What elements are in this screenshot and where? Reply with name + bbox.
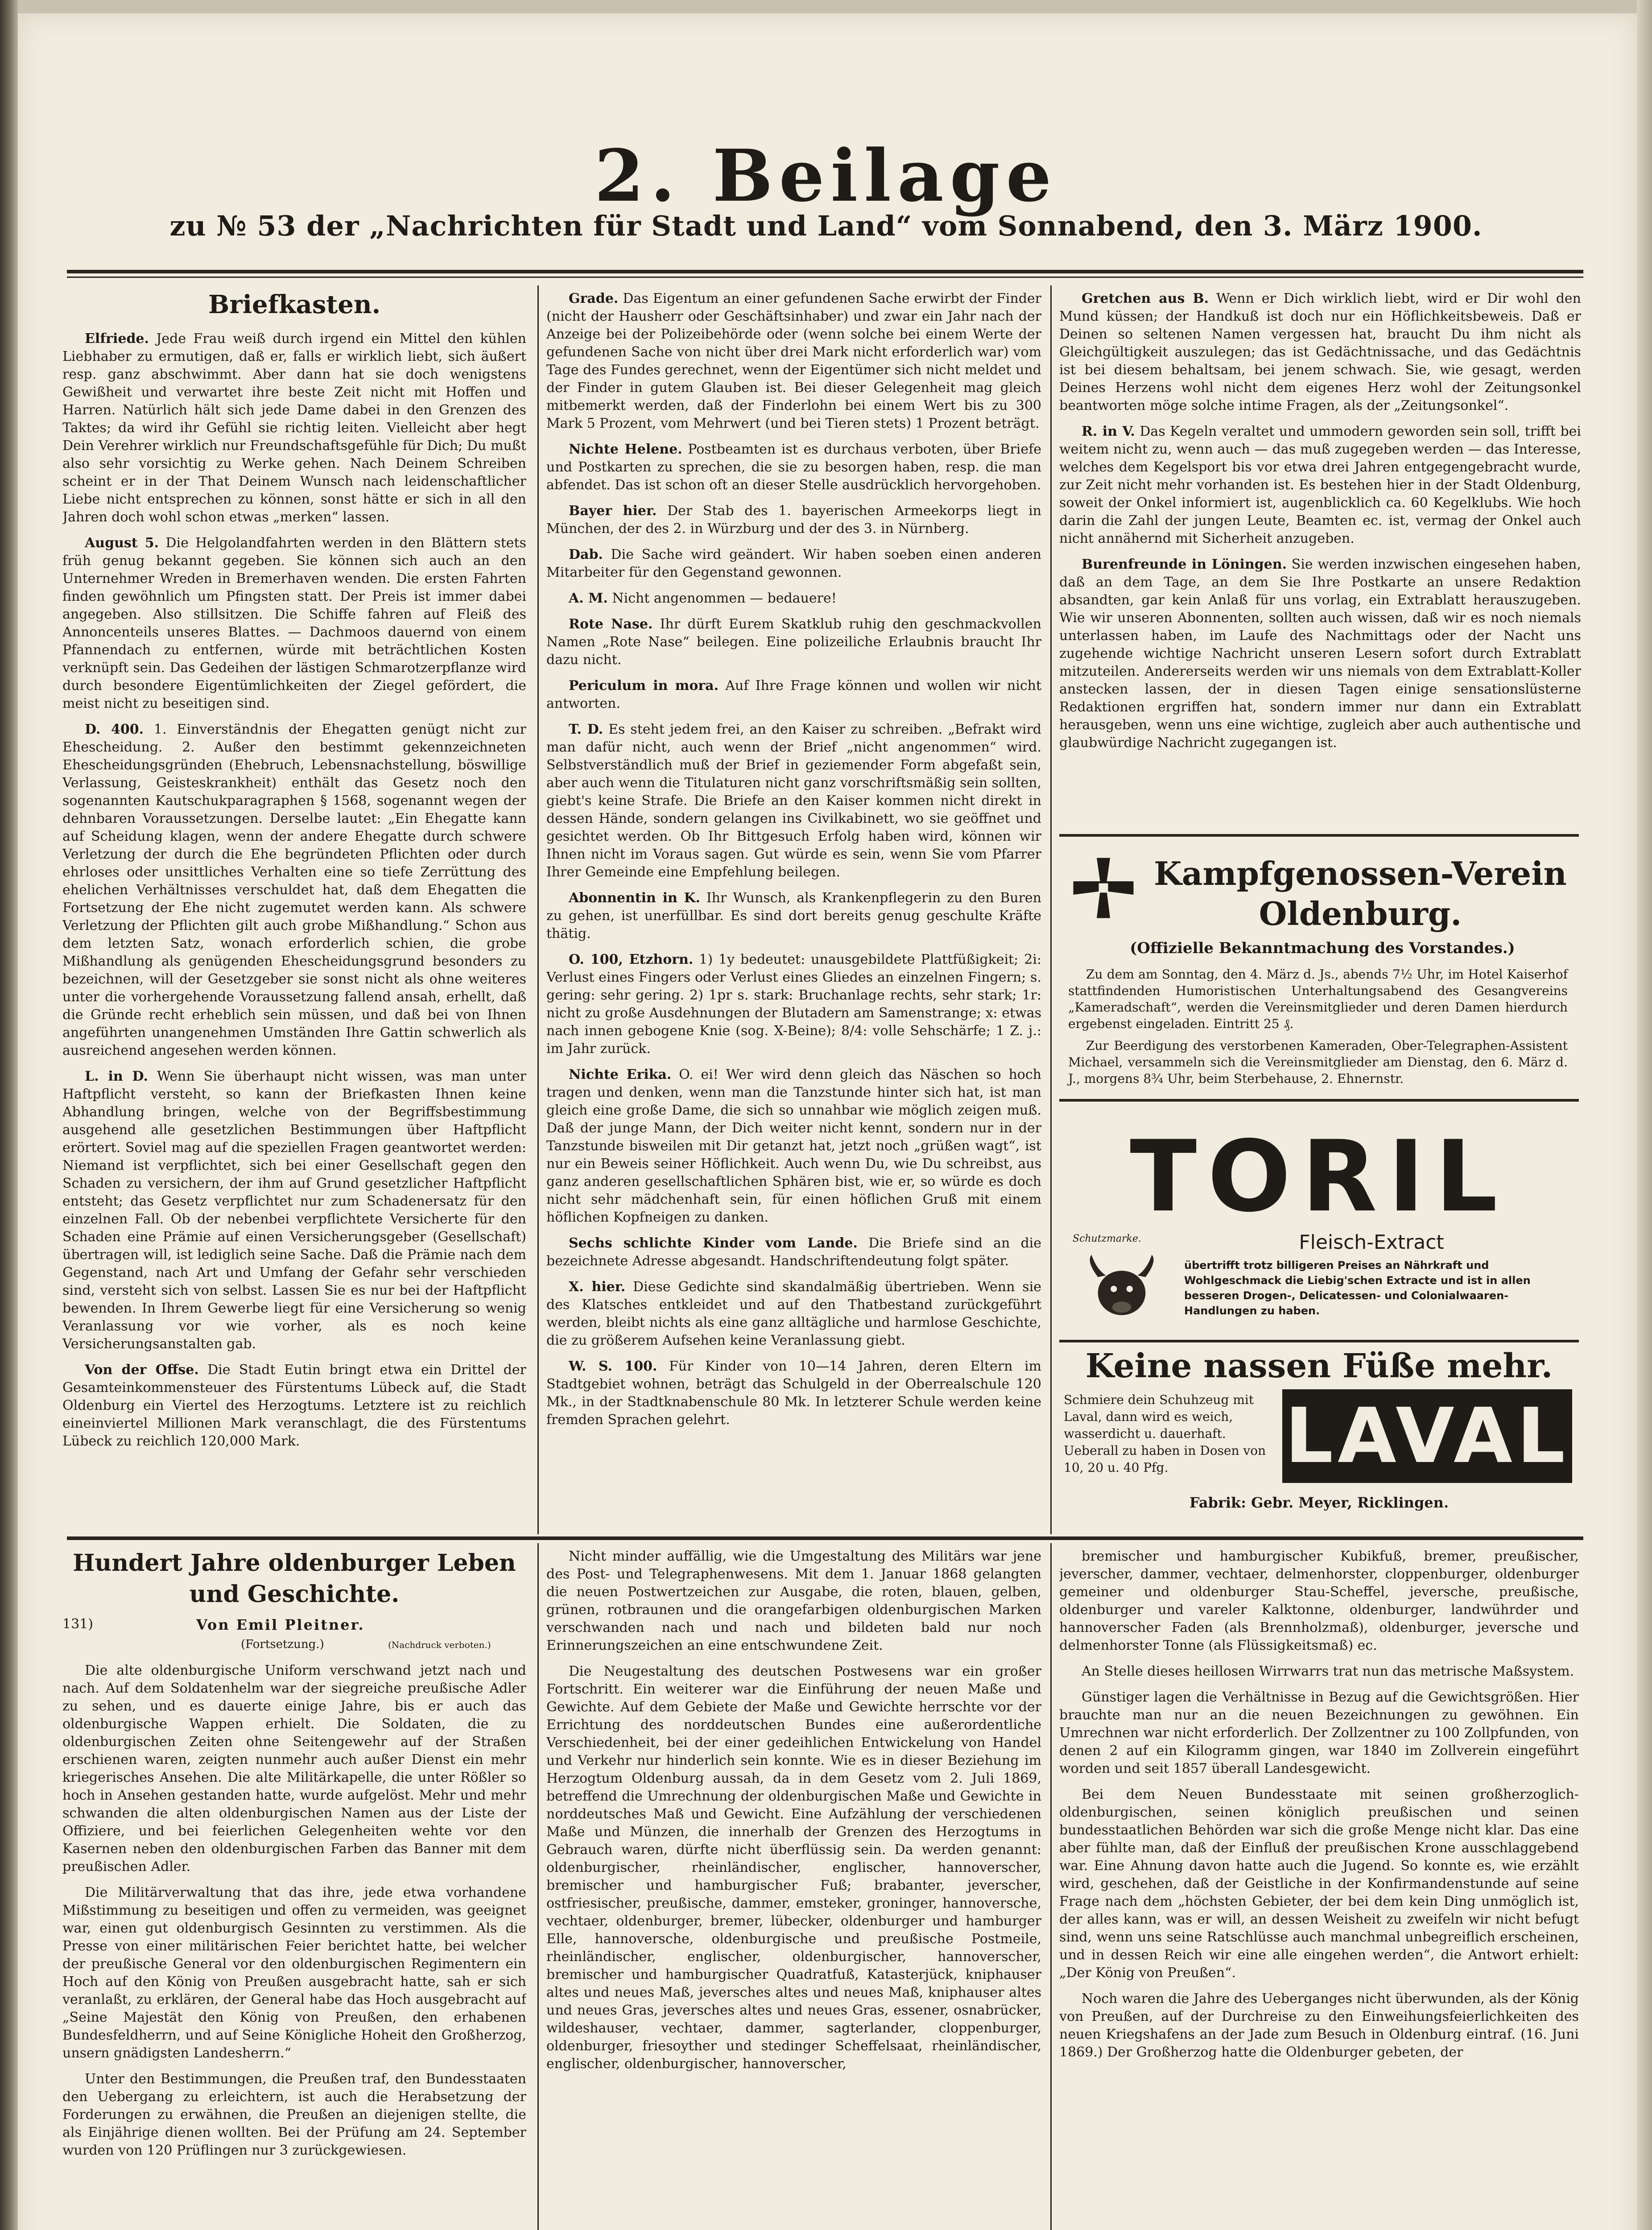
toril-text: übertrifft trotz billigeren Preises an Nährkraft und Wohlgeschmack die Liebig'schen Extracte und ist in allen besseren Drogen-, Delicatessen- und Colonialwaaren-Handlungen zu haben. (1184, 1259, 1531, 1317)
briefkasten-heading: Briefkasten. (208, 290, 381, 319)
briefkasten-entry (62, 330, 526, 526)
kampfgenossen-title-2: Oldenburg. (1259, 895, 1462, 933)
feature-paragraph: Noch waren die Jahre des Ueberganges nicht überwunden, als der König von Preußen, auf der Durchreise zu den Einweihungsfeierlichkeiten des neuen Kriegshafens an der Jade zum Besuch in Oldenburg eintraf. (16. Juni 1869.) Der Großherzog hatte die Oldenburger gebeten, der (1059, 1991, 1579, 2060)
toril-product: Fleisch-Extract (1299, 1231, 1444, 1254)
feature-paragraph: Die Neugestaltung des deutschen Postwesens war ein großer Fortschritt. Ein weiterer war die Einführung der neuen Maße und Gewichte. Auf dem Gebiete der Maße und Gewichte herrschte vor der Errichtung des norddeutschen Bundes eine außerordentliche Verschiedenheit, bei der einer gedeihlichen Entwickelung von Handel und Verkehr nur hinderlich sein konnte. Wie es in dieser Beziehung im Herzogtum Oldenburg aussah, da in dem Gesetz vom 2. Juli 1869, betreffend die Umrechnung der oldenburgischen Maße und Gewichte in norddeutsches Maß und Gewicht. Eine Aufzählung der verschiedenen Maße und Münzen, die innerhalb der Grenzen des Herzogtums in Gebrauch waren, dürfte nicht überflüssig sein. Da werden genannt: oldenburgischer, rheinländischer, englischer, hannoverscher, bremischer und hamburgischer Fuß; brabanter, jeverscher, ostfriesischer, preußische, dammer, emsteker, groninger, hannoversche, vechtaer, oldenburger, bremer, lübecker, oldenburger und hamburger Elle, hannoversche, oldenburgische und preußische Postmeile, rheinländischer, englischer, oldenburgischer, hannoverscher, bremischer und hamburgischer Quadratfuß, Katasterjück, kniphauser altes und neues Maß, jeversches altes und neues Maß, kniphauser altes und neues Gras, jeversches altes und neues Gras, essener, osnabrücker, wildeshauser, vechtaer, dammer, sagterlander, cloppenburger, oldenburger, friesoyther und stedinger Scheffelsaat, rheinländischer, englischer, oldenburgischer, hannoverscher, (546, 1664, 1041, 2072)
feature-column-1 (62, 1548, 526, 2230)
briefkasten-entry (1059, 556, 1581, 752)
briefkasten-reply: 1) 1y bedeutet: unausgebildete Plattfüßigkeit; 2i: Verlust eines Fingers oder Verlust eines Gliedes an einzelnen Fingern; s. gering: sehr gering. 2) 1pr s. stark: Bruchanlage rechts, sehr stark; 1r: nicht zu große Ausdehnungen der Blutadern am Samenstrange; x: etwas nach innen gebogene Knie (sog. X-Beine); 8/4: volle Sehschärfe; 1 Z. j.: im Jahr zurück. (546, 952, 1041, 1057)
briefkasten-entry (546, 290, 1041, 433)
kampfgenossen-subtitle: (Offizielle Bekanntmachung des Vorstandes.) (1130, 939, 1515, 957)
briefkasten-entry (546, 677, 1041, 713)
laval-ad (1059, 1347, 1579, 1530)
briefkasten-addressee: O. 100, Etzhorn. (569, 952, 694, 967)
kampfgenossen-title-1: Kampfgenossen-Verein (1154, 855, 1567, 892)
briefkasten-entry (546, 1235, 1041, 1270)
briefkasten-entry (546, 1066, 1041, 1226)
briefkasten-entry (62, 1068, 526, 1353)
feature-paragraph: Bei dem Neuen Bundesstaate mit seinen großherzoglich-oldenburgischen, seinen königlich preußischen und seinen bundesstaatlichen Behörden war sich die große Menge nicht klar. Das eine aber fühlte man, daß der Einfluß der preußischen Krone ausschlaggebend war. Eine Ahnung davon hatte auch die Jugend. So konnte es, wie erzählt wird, geschehen, daß der Geistliche in der Konfirmandenstunde auf seine Frage nach dem „höchsten Gebieter, der bei dem kein Ding unmöglich ist, der alles kann, was er will, an dessen Weisheit zu zweifeln wir nicht befugt sind, wenn uns seine Ratschlüsse auch manchmal unbegreiflich erscheinen, und in dessen Reich wir eine alle eingehen werden“, die Antwort erhielt: „Der König von Preußen“. (1059, 1787, 1579, 1981)
briefkasten-addressee: Dab. (569, 547, 603, 562)
briefkasten-addressee: A. M. (569, 591, 608, 606)
feature-reprint-notice: (Nachdruck verboten.) (388, 1639, 491, 1650)
masthead-rule-thin (67, 277, 1583, 278)
briefkasten-addressee: D. 400. (85, 722, 144, 737)
feature-paragraph: Nicht minder auffällig, wie die Umgestaltung des Militärs war jene des Post- und Telegraphenwesens. Mit dem 1. Januar 1868 gelangten die neuen Postwertzeichen zur Ausgabe, die roten, blauen, gelben, grünen, rotbraunen und die orangefarbigen oldenburgischen Marken verschwanden nach und nach und bildeten bald nur noch Erinnerungszeichen an eine entschwundene Zeit. (546, 1549, 1041, 1653)
briefkasten-addressee: Elfriede. (85, 331, 149, 347)
briefkasten-addressee: Von der Offse. (85, 1362, 199, 1378)
briefkasten-entry (62, 721, 526, 1060)
feature-column-2 (546, 1548, 1041, 2230)
briefkasten-addressee: Sechs schlichte Kinder vom Lande. (569, 1235, 858, 1251)
briefkasten-entry (546, 441, 1041, 494)
feature-paragraph: Die alte oldenburgische Uniform verschwand jetzt nach und nach. Auf dem Soldatenhelm war der siegreiche preußische Adler zu sehen, und es dauerte einige Jahre, bis er auch das oldenburgische Wappen erhielt. Die Soldaten, die zu oldenburgischen Zeiten ohne Seitengewehr auf der Straßen erschienen waren, zeigten nunmehr auch außer Dienst ein mehr kriegerisches Ansehen. Die alte Militärkapelle, die unter Rößler so hoch in Ansehen gestanden hatte, wurde aufgelöst. Mehr und mehr schwanden die alten oldenburgischen Namen aus der Liste der Offiziere, und bei feierlichen Gelegenheiten wehte vor den Kasernen neben den oldenburgischen Farben das Banner mit dem preußischen Adler. (62, 1663, 526, 1875)
section-rule (67, 1536, 1583, 1540)
feature-paragraph: bremischer und hamburgischer Kubikfuß, bremer, preußischer, jeverscher, dammer, vechtaer, delmenhorster, cloppenburger, oldenburger gemeiner und oldenburger Stau-Scheffel, jeversche, preußische, oldenburger und vareler Kalktonne, oldenburger, landwührder und hannoverscher Faden (als Brennholzmaß), oldenburger, jeversche und delmenhorster Tonne (als Flüssigkeitsmaß) ec. (1059, 1549, 1579, 1653)
briefkasten-reply: Diese Gedichte sind skandalmäßig übertrieben. Wenn sie des Klatsches entkleidet und auf den Thatbestand zurückgeführt werden, bleibt nichts als eine ganz alltägliche und harmlose Geschichte, die zu größerem Aufsehen keine Veranlassung giebt. (546, 1279, 1041, 1348)
briefkasten-addressee: X. hier. (569, 1279, 626, 1295)
briefkasten-reply: Ihr dürft Eurem Skatklub ruhig den geschmackvollen Namen „Rote Nase“ beilegen. Eine polizeiliche Erlaubnis braucht Ihr dazu nicht. (546, 616, 1041, 668)
feature-column-3 (1059, 1548, 1579, 2230)
column-rule (1050, 1543, 1052, 2230)
column-rule (537, 1543, 539, 2230)
toril-ad (1059, 1111, 1579, 1342)
briefkasten-addressee: Nichte Helene. (569, 442, 682, 457)
supplement-title: 2. Beilage (594, 134, 1058, 218)
feature-paragraph: An Stelle dieses heillosen Wirrwarrs trat nun das metrische Maßsystem. (1082, 1664, 1574, 1679)
bull-head-icon (1082, 1253, 1162, 1325)
laval-headline: Keine nassen Füße mehr. (1085, 1347, 1553, 1385)
briefkasten-addressee: August 5. (85, 535, 159, 551)
masthead-rule (67, 270, 1583, 273)
iron-cross-icon (1070, 855, 1137, 921)
briefkasten-reply: Es steht jedem frei, an den Kaiser zu schreiben. „Befrakt wird man dafür nicht, auch wenn der Brief „nicht angenommen“ wird. Selbstverständlich muß der Brief in geziemender Form abgefaßt sein, aber auch wenn die Titulaturen nicht ganz vorschriftsmäßig sein sollten, giebt's keine Strafe. Die Briefe an den Kaiser kommen nicht direkt in dessen Hände, sondern gelangen ins Civilkabinett, wo sie geöffnet und gesichtet werden. Ob Ihr Bittgesuch Erfolg haben wird, können wir Ihnen nicht im Voraus sagen. Gut würde es sein, wenn Sie vom Pfarrer Ihrer Gemeinde eine Empfehlung beilegen. (546, 722, 1041, 880)
briefkasten-reply: Nicht angenommen — bedauere! (612, 591, 837, 606)
feature-author: Von Emil Pleitner. (196, 1616, 365, 1633)
feature-paragraph: Günstiger lagen die Verhältnisse in Bezug auf die Gewichtsgrößen. Hier brauchte man nur an die neuen Bezeichnungen zu gewöhnen. Ein Umrechnen war nicht erforderlich. Der Zollzentner zu 100 Zollpfunden, von denen 2 auf ein Kilogramm gingen, war 1840 im Zollverein eingeführt worden und seit 1857 überall Landesgewicht. (1059, 1689, 1579, 1776)
briefkasten-addressee: W. S. 100. (569, 1359, 657, 1374)
kampfgenossen-ad (1059, 834, 1579, 1102)
scan-edge-left (0, 0, 18, 2230)
briefkasten-entry (546, 590, 1041, 607)
briefkasten-addressee: Rote Nase. (569, 616, 653, 632)
briefkasten-entry (546, 1358, 1041, 1429)
briefkasten-reply: O. ei! Wer wird denn gleich das Näschen so hoch tragen und denken, wenn man die Tanzstunde hinter sich hat, ist man gleich eine große Dame, die sich so unnahbar wie möglich zeigen muß. Daß der junge Mann, der Dich weiter nicht kennt, sondern nur in der Tanzstunde bisweilen mit Dir getanzt hat, jetzt noch „grüßen wagt“, ist nur ein Beweis seiner Höflichkeit. Auch wenn Du, wie Du schreibst, aus ganz anderen gesellschaftlichen Sphären bist, wie er, so würde es doch nicht sehr mädchenhaft sein, für einen höflichen Gruß mit einem höflichen Kopfneigen zu danken. (546, 1067, 1041, 1225)
briefkasten-entry (1059, 290, 1581, 415)
briefkasten-reply: Auf Ihre Frage können und wollen wir nicht antworten. (546, 678, 1041, 711)
briefkasten-reply: Postbeamten ist es durchaus verboten, über Briefe und Postkarten zu sprechen, die sie zu besorgen haben, resp. die man abfendet. Das ist schon oft an dieser Stelle ausdrücklich hervorgehoben. (546, 442, 1041, 493)
briefkasten-addressee: Nichte Erika. (569, 1067, 672, 1082)
briefkasten-entry (546, 502, 1041, 538)
feature-paragraph: Die Militärverwaltung that das ihre, jede etwa vorhandene Mißstimmung zu beseitigen und offen zu vermeiden, was geeignet war, einen gut oldenburgisch Gesinnten zu verstimmen. Als die Presse von einer militärischen Feier berichtet hatte, bei welcher der preußische General vor den oldenburgischen Regimentern ein Hoch auf den König von Preußen ausgebracht hatte, sah er sich veranlaßt, zu erklären, der General habe das Hoch ausgebracht auf „Seine Majestät den König von Preußen, den erhabenen Bundesfeldherrn, und auf Seine Königliche Hoheit den Großherzog, unsern gnädigsten Landesherrn.“ (62, 1885, 526, 2061)
feature-heading-2: und Geschichte. (189, 1581, 400, 1608)
briefkasten-reply: Die Sache wird geändert. Wir haben soeben einen anderen Mitarbeiter für den Gegenstand gewonnen. (546, 547, 1041, 580)
briefkasten-reply: Sie werden inzwischen eingesehen haben, daß an dem Tage, an dem Sie Ihre Postkarte an unsere Redaktion absandten, gar kein Anlaß für uns vorlag, ein Extrablatt herauszugeben. Wie wir unseren Abonnenten, sollten auch wissen, daß wir es noch niemals unterlassen haben, im Laufe des Nachmittags oder der Nacht uns zugehende wichtige Nachricht unseren Lesern sofort durch Extrablatt mitzuteilen. Andererseits werden wir uns niemals von dem Extrablatt-Koller anstecken lassen, der in diesen Tagen einige sensationslüsterne Redaktionen ergriffen hat, sondern immer nur dann ein Extrablatt herausgeben, wenn uns eine wichtige, zugleich aber auch authentische und glaubwürdige Nachricht zugegangen ist. (1059, 557, 1581, 751)
feature-continuation: (Fortsetzung.) (241, 1638, 324, 1651)
supplement-subtitle: zu № 53 der „Nachrichten für Stadt und Land“ vom Sonnabend, den 3. März 1900. (169, 210, 1483, 242)
toril-brand: TORIL (1130, 1119, 1508, 1234)
briefkasten-reply: Die Briefe sind an die bezeichnete Adresse abgesandt. Handschriftendeutung folgt später. (546, 1235, 1041, 1269)
briefkasten-entry (62, 534, 526, 713)
briefkasten-entry (1059, 423, 1581, 548)
kampfgenossen-body-1: Zu dem am Sonntag, den 4. März d. Js., abends 7½ Uhr, im Hotel Kaiserhof stattfindenden Humoristischen Unterhaltungsabend des Gesangvereins „Kameradschaft“, werden die Vereinsmitglieder und deren Damen hierdurch ergebenst eingeladen. Eintritt 25 ₰. (1068, 967, 1568, 1031)
feature-byline (62, 1616, 526, 1638)
briefkasten-addressee: T. D. (569, 722, 603, 737)
briefkasten-column-2 (546, 290, 1041, 1534)
laval-maker: Fabrik: Gebr. Meyer, Ricklingen. (1189, 1494, 1449, 1511)
scan-edge-right (1637, 0, 1652, 2230)
briefkasten-entry (546, 889, 1041, 943)
briefkasten-reply: Die Stadt Eutin bringt etwa ein Drittel der Gesamteinkommensteuer des Fürstentums Lübeck auf, die Stadt Oldenburg ein Viertel des Herzogtums. Letztere ist zu reichlich eineinviertel Millionen Mark veranschlagt, die des Fürstentums Lübeck zu reichlich 120,000 Mark. (62, 1362, 526, 1449)
briefkasten-reply: Das Kegeln veraltet und ummodern geworden sein soll, trifft bei weitem nicht zu, wenn auch — das muß zugegeben werden — das Interesse, welches dem Kegelsport bis vor etwa drei Jahren entgegengebracht wurde, zur Zeit nicht mehr vorhanden ist. Es bestehen hier in der Stadt Oldenburg, soweit der Onkel informiert ist, augenblicklich ca. 60 Kegelklubs. Wie hoch darin die Zahl der jungen Leute, Beamten ec. ist, vermag der Onkel auch nicht annähernd mit Sicherheit anzugeben. (1059, 424, 1581, 546)
laval-text: Schmiere dein Schuhzeug mit Laval, dann wird es weich, wasserdicht u. dauerhaft. Ueberall zu haben in Dosen von 10, 20 u. 40 Pfg. (1064, 1392, 1266, 1475)
column-rule (537, 285, 539, 1534)
briefkasten-reply: Die Helgolandfahrten werden in den Blättern stets früh genug bekannt gegeben. Sie können sich auch an den Unternehmer Wreden in Bremerhaven wenden. Die ersten Fahrten finden gewöhnlich um Pfingsten statt. Der Preis ist immer dabei angegeben. Also stillsitzen. Die Schiffe fahren auf Fleiß des Annoncenteils unseres Blattes. — Dachmoos dauernd von einem Pfannendach zu entfernen, würde mit beträchtlichen Kosten verknüpft sein. Das Gedeihen der lästigen Schmarotzerpflanze wird durch besondere Eigentümlichkeiten der Ziegel gefördert, die meist nicht zu beseitigen sind. (62, 535, 526, 711)
briefkasten-reply: Wenn er Dich wirklich liebt, wird er Dir wohl den Mund küssen; der Handkuß ist doch nur ein Höflichkeitsbeweis. Daß er Deinen so seltenen Namen vergessen hat, braucht Du ihm nicht als Gleichgültigkeit auszulegen; das ist Gedächtnissache, und das Gedächtnis ist bei diesem behaltsam, bei jenem schwach. Sie, wie gesagt, werden Deines Herzens wohl nicht dem eigenes Herz wohl der Zeitungsonkel beantworten möge solche intime Fragen, als der „Zeitungsonkel“. (1059, 291, 1581, 413)
briefkasten-reply: Ihr Wunsch, als Krankenpflegerin zu den Buren zu gehen, ist unerfüllbar. Es sind dort bereits genug geschulte Kräfte thätig. (546, 890, 1041, 942)
toril-trademark-label: Schutzmarke. (1073, 1233, 1141, 1244)
briefkasten-reply: Jede Frau weiß durch irgend ein Mittel den kühlen Liebhaber zu ermutigen, daß er, falls er wirklich liebt, sich äußert resp. ganz abschwimmt. Aber dann hat sie doch wenigstens Gewißheit und verwartet ihre beste Zeit nicht mit Hoffen und Harren. Natürlich hält sich jede Dame dabei in den Grenzen des Taktes; da wird ihr Gefühl sie richtig leiten. Vielleicht aber hegt Dein Verehrer wirklich nur Freundschaftsgefühle für Dich; Du mußt also sehr vorsichtig zu Werke gehen. Nach Deinem Schreiben scheint er in der That Deinem Wunsch nach leidenschaftlicher Liebe nicht entsprechen zu können, sonst hätte er sich in all den Jahren doch wohl schon etwas „merken“ lassen. (62, 331, 526, 525)
briefkasten-entry (546, 721, 1041, 881)
briefkasten-addressee: Gretchen aus B. (1082, 291, 1209, 306)
feature-notes (62, 1638, 526, 1657)
column-rule (1050, 285, 1052, 1534)
briefkasten-reply: Wenn Sie überhaupt nicht wissen, was man unter Haftpflicht versteht, so kann der Briefkasten Ihnen keine Abhandlung bringen, welche von der Begriffsbestimmung ausgehend alle gesetzlichen Bestimmungen über Haftpflicht erörtert. Soviel mag auf die speziellen Fragen geantwortet werden: Niemand ist verpflichtet, sich bei einer Gesellschaft gegen den Schaden zu versichern, der ihm auf Grund gesetzlicher Haftpflicht entsteht; das Gesetz verpflichtet nur zum Schadenersatz für den einzelnen Fall. Ob der nebenbei verpflichtete Versicherte für den Schaden eine Prämie auf einen Versicherungsgeber (Gesellschaft) übertragen will, ist lediglich seine Sache. Daß die Prämie nach dem Gegenstand, nach Art und Umfang der Gefahr sehr verschieden sind, versteht sich von selbst. Lassen Sie es nur bei der Haftpflicht bewenden. In Ihrem Gewerbe liegt für eine Versicherung so wenig Veranlassung vor wie vorher, als es noch keine Versicherungsanstalten gab. (62, 1069, 526, 1352)
briefkasten-reply: Das Eigentum an einer gefundenen Sache erwirbt der Finder (nicht der Hausherr oder Geschäftsinhaber) und zwar ein Jahr nach der Anzeige bei der Polizeibehörde oder (wenn solche bei einem Werte der gefundenen Sache von nicht über drei Mark nicht erforderlich war) vom Tage des Fundes gerechnet, wenn der Eigentümer sich nicht meldet und der Finder in gutem Glauben ist. Bei dieser Gelegenheit mag gleich mitbemerkt werden, daß der Finderlohn bei einem Wert bis zu 300 Mark 5 Prozent, vom Mehrwert (und bei Tieren stets) 1 Prozent beträgt. (546, 291, 1041, 431)
feature-number: 131) (62, 1616, 93, 1632)
briefkasten-addressee: Abonnentin in K. (569, 890, 701, 906)
briefkasten-entry (546, 1278, 1041, 1350)
laval-brand: LAVAL (1282, 1389, 1572, 1483)
briefkasten-entry (546, 951, 1041, 1058)
briefkasten-reply: Der Stab des 1. bayerischen Armeekorps liegt in München, der des 2. in Würzburg und der des 3. in Nürnberg. (546, 503, 1041, 537)
briefkasten-column-3 (1059, 290, 1581, 821)
briefkasten-reply: Für Kinder von 10—14 Jahren, deren Eltern im Stadtgebiet wohnen, beträgt das Schulgeld in der Oberrealschule 120 Mk., in der Stadtknabenschule 80 Mk. In letzterer Schule werden keine fremden Sprachen gelehrt. (546, 1359, 1041, 1428)
kampfgenossen-body-2: Zur Beerdigung des verstorbenen Kameraden, Ober-Telegraphen-Assistent Michael, versammeln sich die Vereinsmitglieder am Dienstag, den 6. März d. J., morgens 8¾ Uhr, beim Sterbehause, 2. Ehnernstr. (1068, 1038, 1568, 1086)
feature-paragraph: Unter den Bestimmungen, die Preußen traf, den Bundesstaaten den Uebergang zu erleichtern, ist auch die Herabsetzung der Forderungen zu erwähnen, die Preußen an diejenigen stellte, die als Einjährige dienen wollten. Bei der Prüfung am 24. September wurden von 120 Prüflingen nur 3 zurückgewiesen. (62, 2071, 526, 2158)
briefkasten-entry (62, 1361, 526, 1450)
briefkasten-reply: 1. Einverständnis der Ehegatten genügt nicht zur Ehescheidung. 2. Außer den bestimmt gekennzeichneten Ehescheidungsgründen (Ehebruch, Lebensnachstellung, böswillige Verlassung, Geisteskrankheit) enthält das Gesetz noch den sogenannten Kautschukparagraphen § 1568, sogenannt wegen der dehnbaren Voraussetzungen. Derselbe lautet: „Ein Ehegatte kann auf Scheidung klagen, wenn der andere Ehegatte durch schwere Verletzung der durch die Ehe begründeten Pflichten oder durch ehrloses oder unsittliches Verhalten eine so tiefe Zerrüttung des ehelichen Verhältnisses verschuldet hat, daß dem Ehegatten die Fortsetzung der Ehe nicht zugemutet werden kann. Als schwere Verletzung der Pflichten gilt auch grobe Mißhandlung.“ Schon aus dem letzten Satz, wonach erforderlich schien, die grobe Mißhandlung als genügenden Ehescheidungsgrund besonders zu bezeichnen, will der Gesetzgeber sie sonst nicht als ohne weiteres unter die vorhergehende Voraussetzung fallend ansah, erhellt, daß die Gründe recht erheblich sein müssen, und daß bei von Ihnen angeführten unangenehmen Umständen Ihre Gattin schwerlich als ausreichend angesehen werden können. (62, 722, 526, 1058)
briefkasten-addressee: L. in D. (85, 1069, 148, 1084)
briefkasten-column-1 (62, 290, 526, 1534)
briefkasten-addressee: Bayer hier. (569, 503, 657, 519)
briefkasten-addressee: R. in V. (1082, 424, 1135, 439)
briefkasten-addressee: Burenfreunde in Löningen. (1082, 557, 1287, 572)
briefkasten-addressee: Grade. (569, 291, 619, 306)
briefkasten-addressee: Periculum in mora. (569, 678, 719, 694)
briefkasten-entry (546, 546, 1041, 582)
briefkasten-entry (546, 615, 1041, 669)
feature-heading-1: Hundert Jahre oldenburger Leben (73, 1549, 516, 1577)
